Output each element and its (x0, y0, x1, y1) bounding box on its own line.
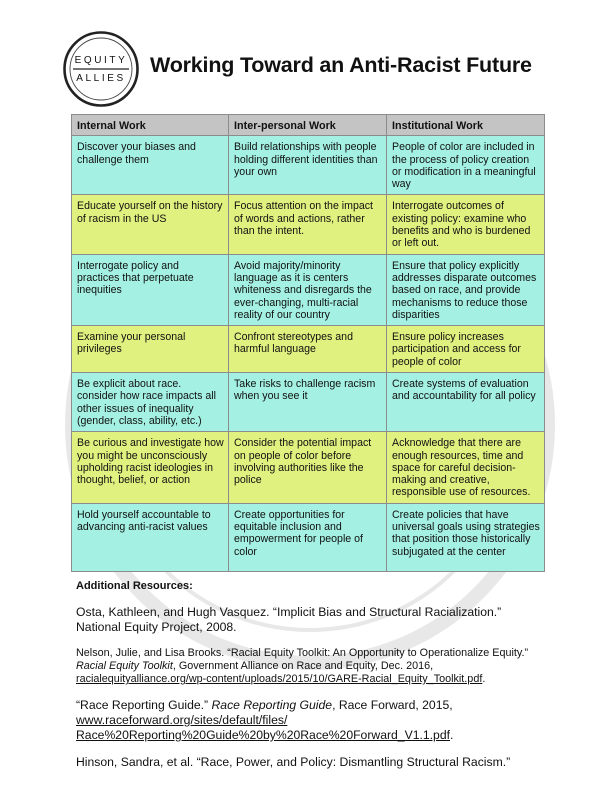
reference-text: Osta, Kathleen, and Hugh Vasquez. “Implicit Bias and Structural Racialization.” National Equity Project, 2008. (76, 605, 502, 634)
logo-text-top: EQUITY (74, 55, 128, 66)
reference-link[interactable]: racialequityalliance.org/wp-content/uploads/2015/10/GARE-Racial_Equity_Toolkit.pdf (76, 673, 483, 685)
reference-text: , Government Alliance on Race and Equity, Dec. 2016, (172, 660, 434, 672)
reference-hinson (76, 755, 546, 770)
resources-heading: Additional Resources: (76, 580, 193, 592)
table-cell: Focus attention on the impact of words and actions, rather than the intent. (229, 195, 387, 254)
table-cell: Interrogate outcomes of existing policy: examine who benefits and who is burdened or left out. (387, 195, 545, 254)
table-cell: Ensure that policy explicitly addresses disparate outcomes based on race, and provide mechanisms to reduce those disparities (387, 254, 545, 325)
table-cell: Discover your biases and challenge them (72, 136, 229, 195)
reference-osta (76, 605, 546, 635)
table-row (72, 373, 545, 432)
reference-text: Hinson, Sandra, et al. “Race, Power, and Policy: Dismantling Structural Racism.” (76, 755, 511, 769)
table-cell: Build relationships with people holding different identities than your own (229, 136, 387, 195)
header-interpersonal-work: Inter-personal Work (229, 115, 387, 136)
table-row (72, 195, 545, 254)
table-row (72, 326, 545, 373)
table-cell: Consider the potential impact on people of color before involving authorities like the police (229, 432, 387, 503)
table-cell: Confront stereotypes and harmful language (229, 326, 387, 373)
reference-race-forward (76, 698, 546, 743)
additional-resources (76, 580, 546, 782)
table-cell: Be explicit about race. consider how race impacts all other issues of inequality (gender, class, ability, etc.) (72, 373, 229, 432)
table-cell: Create opportunities for equitable inclusion and empowerment for people of color (229, 503, 387, 571)
table-cell: Avoid majority/minority language as it is centers whiteness and disregards the ever-changing, multi-racial reality of our country (229, 254, 387, 325)
table-header-row (72, 115, 545, 136)
table-cell: Ensure policy increases participation and access for people of color (387, 326, 545, 373)
table-cell: Interrogate policy and practices that perpetuate inequities (72, 254, 229, 325)
page-title: Working Toward an Anti-Racist Future (150, 53, 532, 77)
table-row (72, 254, 545, 325)
reference-text: . (449, 728, 454, 742)
reference-link[interactable]: www.raceforward.org/sites/default/files/ Race%20Reporting%20Guide%20by%20Race%20Forward_V1.1.pdf (76, 713, 450, 742)
table-cell: Create systems of evaluation and accountability for all policy (387, 373, 545, 432)
table-cell: Be curious and investigate how you might be unconsciously upholding racist ideologies in thought, belief, or action (72, 432, 229, 503)
table-cell: Take risks to challenge racism when you see it (229, 373, 387, 432)
reference-text: , Race Forward, 2015, (332, 698, 453, 712)
reference-text: . (482, 673, 486, 685)
reference-nelson (76, 647, 546, 686)
table-cell: People of color are included in the process of policy creation or modification in a meaningful way (387, 136, 545, 195)
table-cell: Hold yourself accountable to advancing anti-racist values (72, 503, 229, 571)
table-row (72, 432, 545, 503)
anti-racist-work-table (71, 114, 545, 572)
table-cell: Create policies that have universal goals using strategies that position those historically subjugated at the center (387, 503, 545, 571)
header-institutional-work: Institutional Work (387, 115, 545, 136)
reference-title: Racial Equity Toolkit (76, 660, 173, 672)
table-cell: Examine your personal privileges (72, 326, 229, 373)
header-internal-work: Internal Work (72, 115, 229, 136)
reference-text: Nelson, Julie, and Lisa Brooks. “Racial Equity Toolkit: An Opportunity to Operationalize Equity.” (76, 647, 529, 659)
equity-allies-logo (62, 30, 140, 108)
reference-title: Race Reporting Guide (211, 698, 333, 712)
table-cell: Acknowledge that there are enough resources, time and space for careful decision-making and creative, responsible use of resources. (387, 432, 545, 503)
reference-text: “Race Reporting Guide.” (76, 698, 212, 712)
table-row (72, 136, 545, 195)
logo-text-bottom: ALLIES (76, 73, 126, 84)
table-cell: Educate yourself on the history of racism in the US (72, 195, 229, 254)
table-row (72, 503, 545, 571)
